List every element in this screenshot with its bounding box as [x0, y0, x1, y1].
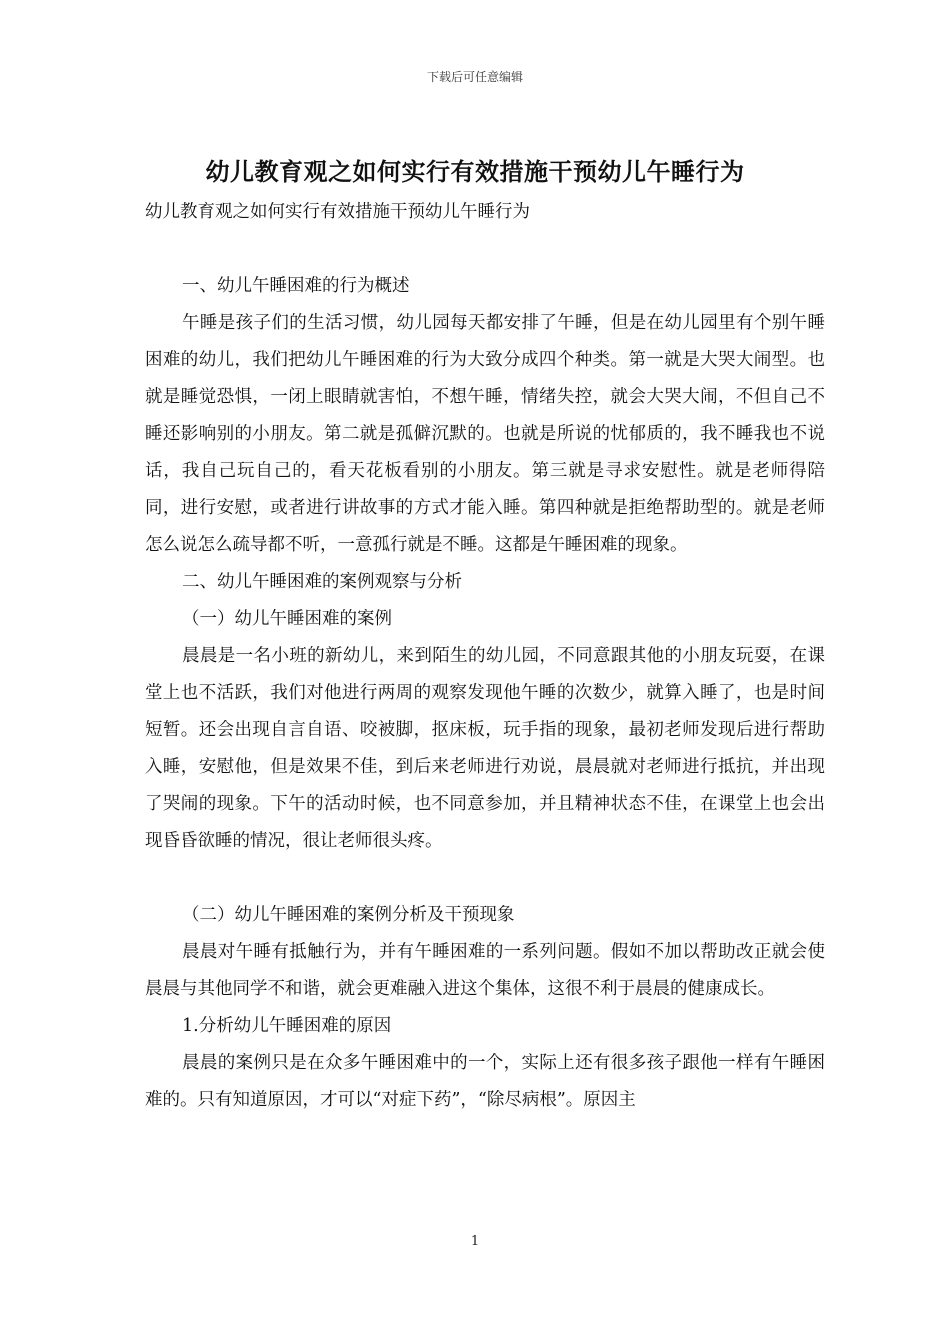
paragraph-causes: 晨晨的案例只是在众多午睡困难中的一个，实际上还有很多孩子跟他一样有午睡困难的。只有知道原因，才可以“对症下药”，“除尽病根”。原因主: [145, 1053, 825, 1110]
page-number: 1: [470, 1234, 480, 1249]
paragraph-case: 晨晨是一名小班的新幼儿，来到陌生的幼儿园，不同意跟其他的小朋友玩耍，在课堂上也不活跃，我们对他进行两周的观察发现他午睡的次数少，就算入睡了，也是时间短暂。还会出现自言自语、咬被脚，抠床板，玩手指的现象，最初老师发现后进行帮助入睡，安慰他，但是效果不佳，到后来老师进行劝说，晨晨就对老师进行抵抗，并出现了哭闹的现象。下午的活动时候，也不同意参加，并且精神状态不佳，在课堂上也会出现昏昏欲睡的情况，很让老师很头疼。: [145, 646, 825, 851]
blank-line: [145, 231, 825, 268]
section-heading-2: 二、幼儿午睡困难的案例观察与分析: [182, 572, 462, 592]
paragraph-overview: 午睡是孩子们的生活习惯，幼儿园每天都安排了午睡，但是在幼儿园里有个别午睡困难的幼儿，我们把幼儿午睡困难的行为大致分成四个种类。第一就是大哭大闹型。也就是睡觉恐惧，一闭上眼睛就害怕，不想午睡，情绪失控，就会大哭大闹，不但自己不睡还影响别的小朋友。第二就是孤僻沉默的。也就是所说的忧郁质的，我不睡我也不说话，我自己玩自己的，看天花板看别的小朋友。第三就是寻求安慰性。就是老师得陪同，进行安慰，或者进行讲故事的方式才能入睡。第四种就是拒绝帮助型的。就是老师怎么说怎么疏导都不听，一意孤行就是不睡。这都是午睡困难的现象。: [145, 313, 825, 555]
list-item-heading: 1.分析幼儿午睡困难的原因: [182, 1016, 392, 1036]
blank-line: [145, 860, 825, 897]
section-heading-1: 一、幼儿午睡困难的行为概述: [182, 276, 410, 296]
subsection-heading-2: （二）幼儿午睡困难的案例分析及干预现象: [182, 905, 515, 925]
page-header-note: 下载后可任意编辑: [426, 70, 523, 84]
document-body: [145, 194, 825, 1119]
subtitle-line: 幼儿教育观之如何实行有效措施干预幼儿午睡行为: [145, 202, 530, 222]
paragraph-analysis: 晨晨对午睡有抵触行为，并有午睡困难的一系列问题。假如不加以帮助改正就会使晨晨与其他同学不和谐，就会更难融入进这个集体，这很不利于晨晨的健康成长。: [145, 942, 825, 999]
subsection-heading-1: （一）幼儿午睡困难的案例: [182, 609, 392, 629]
document-title: 幼儿教育观之如何实行有效措施干预幼儿午睡行为: [205, 157, 745, 186]
